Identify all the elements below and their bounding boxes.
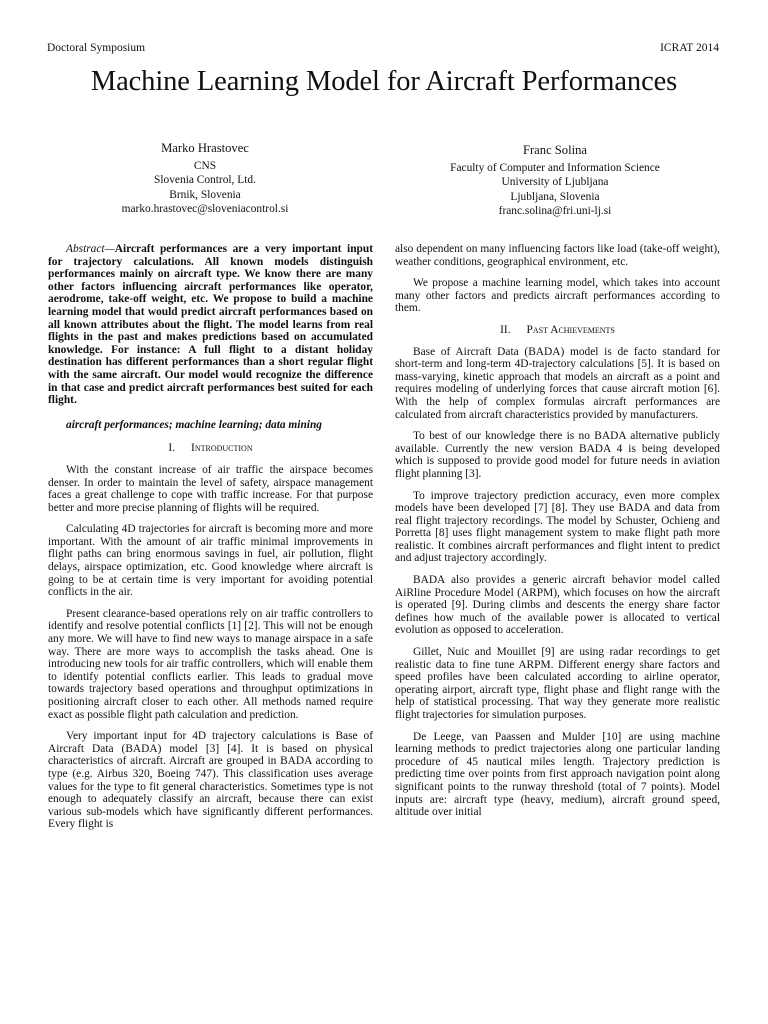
section-heading-introduction <box>48 442 373 455</box>
running-header-left: Doctoral Symposium <box>47 42 146 54</box>
section-title: Introduction <box>191 442 253 455</box>
body-paragraph: Very important input for 4D trajectory calculations is Base of Aircraft Data (BADA) model [3] [4]. It is based on physical characteristics of aircraft. Aircraft are grouped in BADA according to type (e.g. Airbus 320, Boeing 747). This classification uses average values for the type to fit general characteristics. Sometimes type is not enough to adequately classify an aircraft, because there can exist various sub-models which have significantly different performances. Every flight is <box>48 730 373 831</box>
section-number: II. <box>500 323 511 336</box>
body-paragraph: Gillet, Nuic and Mouillet [9] are using radar recordings to get realistic data to fine tune ARPM. Different energy share factors and speed profiles have been calculated according to airline operator, operating airport, aircraft type, flight phase and flight range with the help of statistical processing. That way they generate more realistic flight trajectories for simulation purposes. <box>395 646 720 721</box>
author-affiliation-line: Faculty of Computer and Information Science <box>450 162 660 175</box>
section-title: Past Achievements <box>526 323 615 336</box>
author-block-2 <box>390 143 720 218</box>
body-paragraph: De Leege, van Paassen and Mulder [10] are using machine learning methods to predict trajectories along one particular landing procedure of 45 nautical miles length. Trajectory prediction is predicting time over points from first approach navigation point along significant points to the runway threshold (total of 7 points). Model inputs are: aircraft type (heavy, medium), aircraft ground speed, altitude over initial <box>395 730 720 819</box>
author-email: marko.hrastovec@sloveniacontrol.si <box>121 202 289 215</box>
abstract-lead: Abstract— <box>66 243 115 255</box>
right-column <box>395 243 720 828</box>
author-name: Franc Solina <box>522 143 587 157</box>
body-paragraph-continued: also dependent on many influencing factors like load (take-off weight), weather conditions, geographical environment, etc. <box>395 243 720 268</box>
author-affiliation-line: CNS <box>193 160 217 173</box>
keywords: aircraft performances; machine learning; data mining <box>66 418 322 431</box>
left-column <box>48 243 373 840</box>
author-affiliation-line: Slovenia Control, Ltd. <box>154 174 256 187</box>
section-heading-past-achievements <box>395 324 720 337</box>
author-email: franc.solina@fri.uni-lj.si <box>498 204 612 217</box>
section-number: I. <box>168 442 176 455</box>
body-paragraph: Present clearance-based operations rely on air traffic controllers to identify and resolve potential conflicts [1] [2]. This will not be enough any more. We will have to find new ways to manage airspace in a safe way. There are more ways to accomplish the tasks ahead. One is introducing new tools for air traffic controllers, which will enable them to identify potential conflicts earlier. This leads to gradual move towards trajectory based operations and throughput optimizations in positioning aircraft closer to each other. All methods named require exact as possible flight path calculation and prediction. <box>48 607 373 721</box>
running-header-right: ICRAT 2014 <box>660 42 719 54</box>
author-affiliation-line: Ljubljana, Slovenia <box>510 190 600 203</box>
body-paragraph: Base of Aircraft Data (BADA) model is de facto standard for short-term and long-term 4D-trajectory calculations [5]. It is based on mass-varying, kinetic approach that models an aircraft as a point and requires modeling of underlying forces that cause aircraft motion [6]. With the help of complex formulas aircraft performances are calculated from aircraft characteristics provided by manufacturers. <box>395 345 720 421</box>
author-affiliation-line: Brnik, Slovenia <box>169 188 241 201</box>
author-block-1 <box>60 141 350 216</box>
body-paragraph: With the constant increase of air traffic the airspace becomes denser. In order to maintain the level of safety, airspace management faces a great challenge to cope with traffic increase. For that purpose better and more precise planning of flights will be required. <box>48 463 373 514</box>
author-name: Marko Hrastovec <box>161 141 249 155</box>
abstract <box>48 243 373 407</box>
abstract-body: Aircraft performances are a very important input for trajectory calculations. All known models distinguish performances mainly on aircraft type. We know there are many other factors influencing aircraft performances like operator, aerodrome, take-off weight, etc. We propose to build a machine learning model that would predict aircraft performances based on all known attributes about the flight. The model learns from real flights in the past and makes predictions based on accumulated knowledge. For instance: A full flight to a distant holiday destination has different performances than a short regular flight with the same aircraft. Our model would recognize the difference in that case and predict aircraft performances best suited for each flight. <box>48 243 373 407</box>
body-paragraph: Calculating 4D trajectories for aircraft is becoming more and more important. With the amount of air traffic minimal improvements in flight paths can bring enormous savings in fuel, air pollution, flight delays, airspace optimization, etc. Good knowledge where aircraft is going to be at certain time is very important for avoiding potential conflicts in the air. <box>48 523 373 599</box>
paper-title: Machine Learning Model for Aircraft Performances <box>90 66 678 97</box>
body-paragraph: To improve trajectory prediction accuracy, even more complex models have been developed [7] [8]. They use BADA and data from real flight trajectory recordings. The model by Schuster, Ochieng and Porretta [8] uses flight management system to make flight path more realistic. It combines aircraft performances and flight intent to predict and adjust trajectory accordingly. <box>395 489 720 565</box>
body-paragraph: BADA also provides a generic aircraft behavior model called AiRline Procedure Model (ARPM), which focuses on how the aircraft is operated [9]. During climbs and descents the energy share factor defines how much of the available power is allocated to vertical evolution as opposed to acceleration. <box>395 574 720 637</box>
body-paragraph: To best of our knowledge there is no BADA alternative publicly available. Currently the new version BADA 4 is being developed which is supposed to provide good model for future needs in aviation flight planning [3]. <box>395 430 720 480</box>
body-paragraph: We propose a machine learning model, which takes into account many other factors and predicts aircraft performances according to them. <box>395 277 720 315</box>
author-affiliation-line: University of Ljubljana <box>501 176 609 189</box>
